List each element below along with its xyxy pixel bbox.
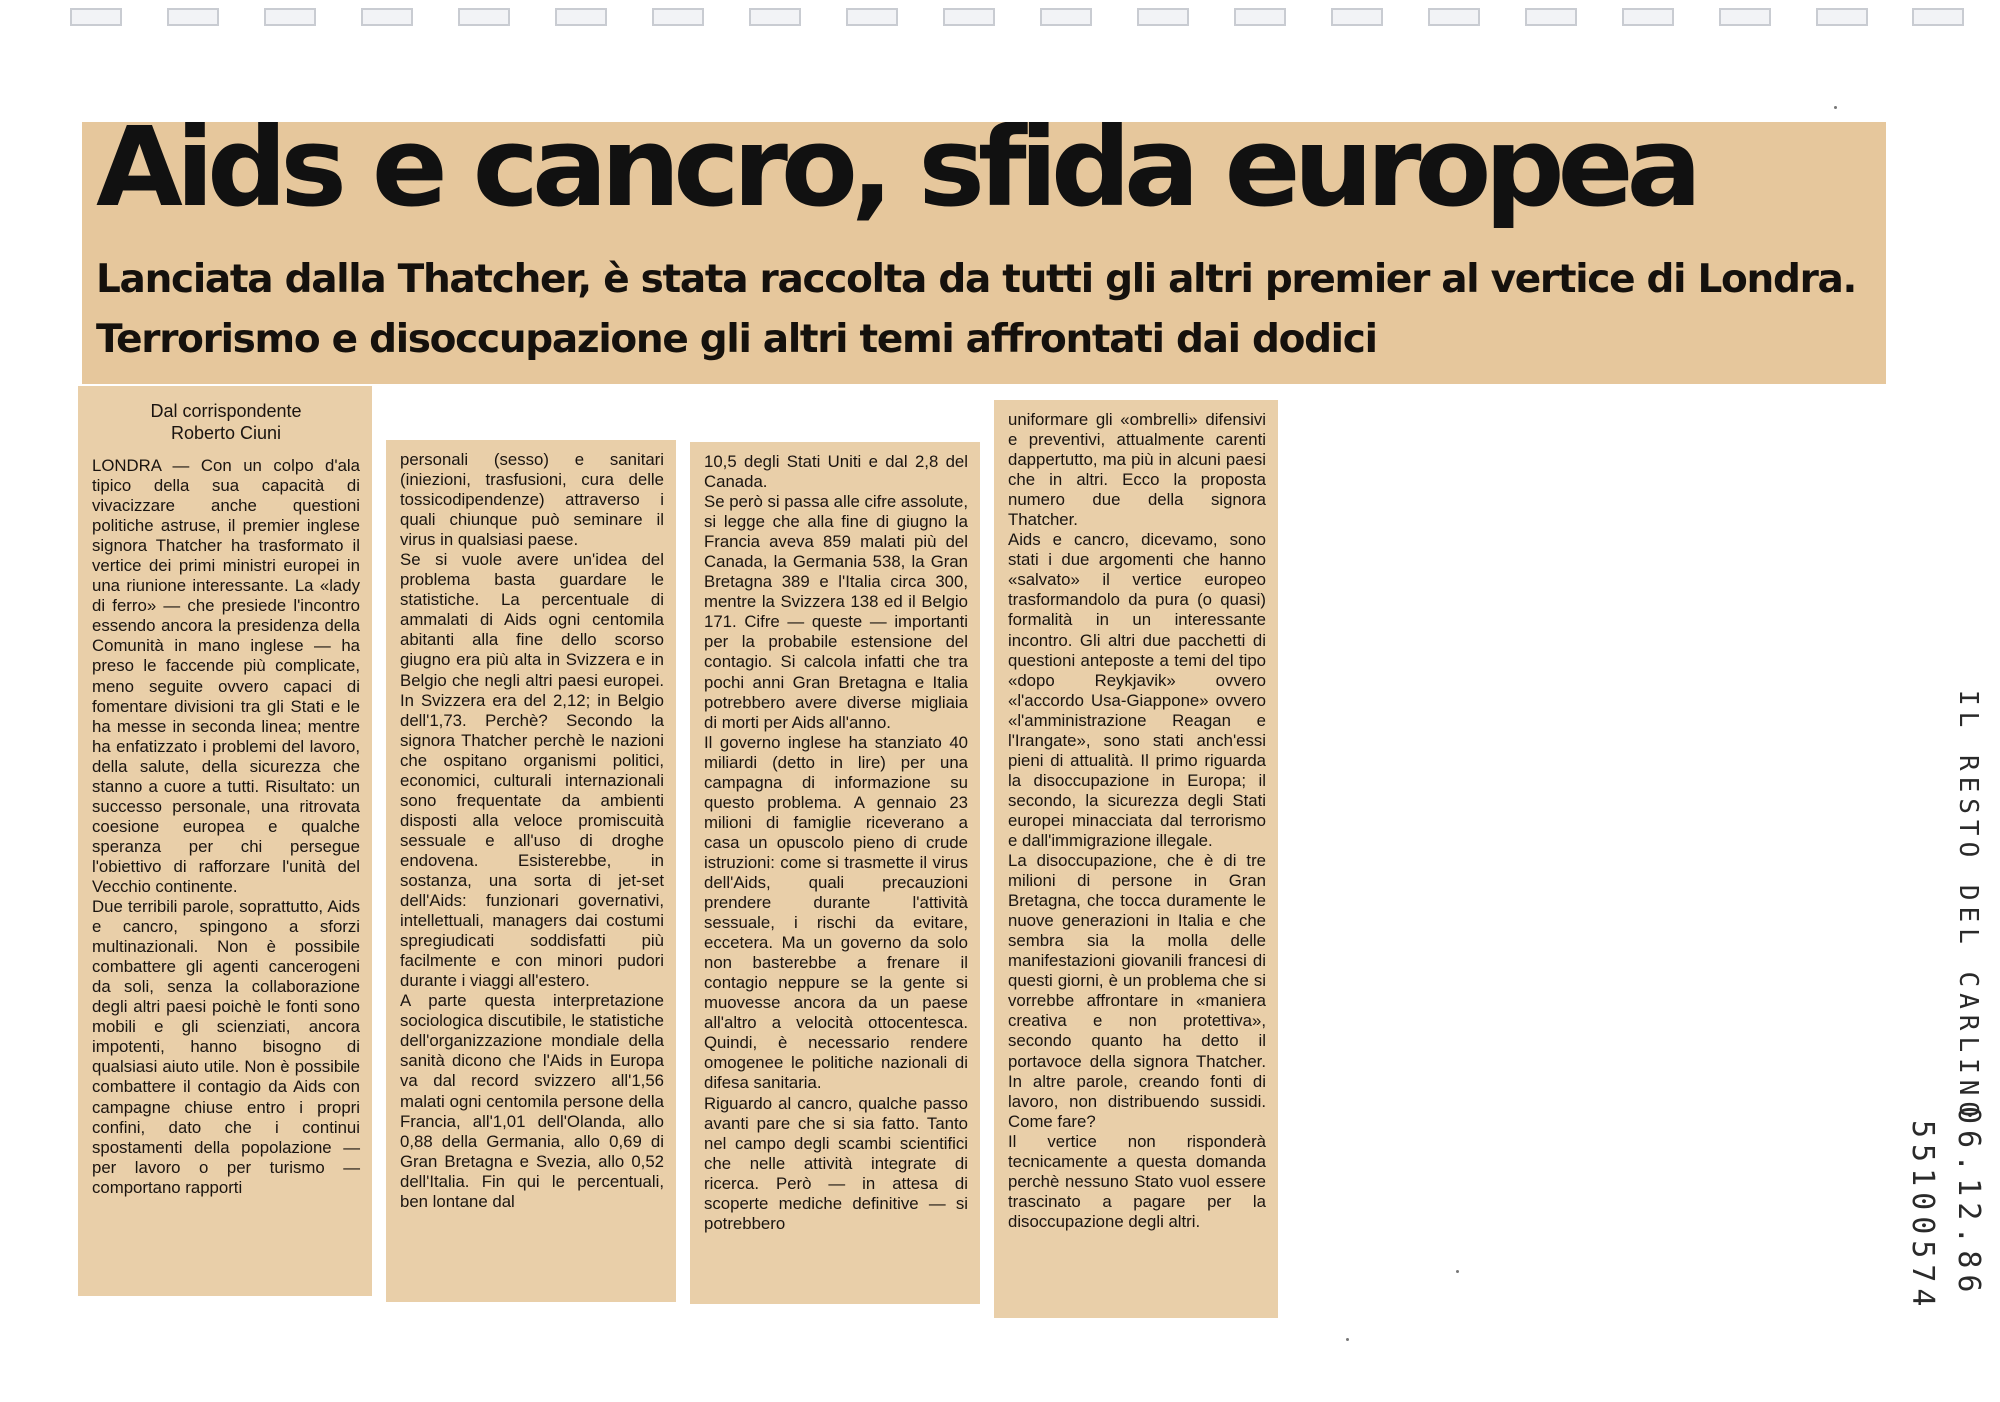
paragraph: La disoccupazione, che è di tre milioni di persone in Gran Bretagna, che tocca duramente le nuove generazioni in Italia e che sembra sia la molla delle manifestazioni giovanili francesi di questi giorni, è un problema che si vorrebbe affrontare in «maniera creativa e non protettiva», secondo quanto ha detto il portavoce della signora Thatcher. In altre parole, creando fonti di lavoro, non distribuendo sussidi. Come fare? [1008, 851, 1266, 1131]
article-column-4 [994, 400, 1278, 1318]
binder-hole [846, 8, 898, 26]
binder-hole [555, 8, 607, 26]
binder-hole [1816, 8, 1868, 26]
speck [1456, 1270, 1459, 1273]
binder-hole [943, 8, 995, 26]
binder-hole [1137, 8, 1189, 26]
binder-hole [652, 8, 704, 26]
speck [1834, 106, 1837, 109]
article-column-3 [690, 442, 980, 1304]
binder-hole [1331, 8, 1383, 26]
paragraph: Il vertice non risponderà tecnicamente a questa domanda perchè nessuno Stato vuol essere trascinato a pagare per la disoccupazione degli altri. [1008, 1131, 1266, 1231]
handwritten-source: IL RESTO DEL CARLINO [1953, 690, 1983, 1124]
binder-hole [1622, 8, 1674, 26]
paragraph: LONDRA — Con un colpo d'ala tipico della sua capacità di vivacizzare anche questioni politiche astruse, il premier inglese signora Thatcher ha trasformato il vertice dei primi ministri europei in una riunione interessante. La «lady di ferro» — che presiede l'incontro essendo ancora la presidenza della Comunità in mano inglese — ha preso le faccende più complicate, meno seguite ovvero capaci di fomentare divisioni tra gli Stati e le ha messe in seconda linea; mentre ha enfatizzato i problemi del lavoro, della salute, della sicurezza che stanno a cuore a tutti. Risultato: un successo personale, una ritrovata coesione europea e qualche speranza per chi persegue l'obiettivo di rafforzare l'unità del Vecchio continente. [92, 456, 360, 896]
binder-hole [361, 8, 413, 26]
binder-hole [264, 8, 316, 26]
binder-hole [1719, 8, 1771, 26]
binder-hole [749, 8, 801, 26]
paragraph: Aids e cancro, dicevamo, sono stati i due argomenti che hanno «salvato» il vertice europeo trasformandolo da pura (o quasi) formalità in un interessante incontro. Gli altri due pacchetti di questioni anteposte a temi del tipo «dopo Reykjavik» ovvero «l'accordo Usa-Giappone» ovvero «l'amministrazione Reagan e l'Irangate», sono stati anch'essi pieni di attualità. Il primo riguarda la disoccupazione in Europa; il secondo, la sicurezza degli Stati europei minacciata dal terrorismo e dall'immigrazione illegale. [1008, 530, 1266, 850]
paragraph: 10,5 degli Stati Uniti e dal 2,8 del Canada. [704, 452, 968, 492]
paragraph: Riguardo al cancro, qualche passo avanti pare che si sia fatto. Tanto nel campo degli scambi scientifici che nelle attività integrate di ricerca. Però — in attesa di scoperte mediche definitive — si potrebbero [704, 1093, 968, 1233]
binder-hole [70, 8, 122, 26]
binder-strip [0, 0, 2000, 42]
binder-hole [458, 8, 510, 26]
paragraph: personali (sesso) e sanitari (iniezioni, trasfusioni, cura delle tossicodipendenze) attraverso i quali chiunque può seminare il virus in qualsiasi paese. [400, 450, 664, 550]
binder-hole [1234, 8, 1286, 26]
binder-hole [1428, 8, 1480, 26]
binder-hole [1040, 8, 1092, 26]
handwritten-date: 06.12.86 [1951, 1106, 1986, 1299]
article-column-2 [386, 440, 676, 1302]
binder-hole [1912, 8, 1964, 26]
headline: Aids e cancro, sfida europea [96, 122, 1696, 231]
headline-clipping [82, 122, 1886, 384]
byline-line: Dal corrispondente [150, 401, 302, 421]
paragraph: Se però si passa alle cifre assolute, si legge che alla fine di giugno la Francia aveva 859 malati più del Canada, la Germania 538, la Gran Bretagna 389 e l'Italia circa 300, mentre la Svizzera 138 ed il Belgio 171. Cifre — queste — importanti per la probabile estensione del contagio. Si calcola infatti che tra pochi anni Gran Bretagna e Italia potrebbero avere diverse migliaia di morti per Aids all'anno. [704, 492, 968, 732]
subheadline: Lanciata dalla Thatcher, è stata raccolta da tutti gli altri premier al vertice di Londra. Terrorismo e disoccupazione gli altri temi affrontati dai dodici [96, 257, 1857, 362]
paragraph: uniformare gli «ombrelli» difensivi e preventivi, attualmente carenti dappertutto, ma più in alcuni paesi che in altri. Ecco la proposta numero due della signora Thatcher. [1008, 410, 1266, 530]
paragraph: A parte questa interpretazione sociologica discutibile, le statistiche dell'organizzazione mondiale della sanità dicono che l'Aids in Europa va dal record svizzero all'1,56 malati ogni centomila persone della Francia, all'1,01 dell'Olanda, allo 0,88 della Germania, allo 0,69 di Gran Bretagna e Svezia, allo 0,52 dell'Italia. Fin qui le percentuali, ben lontane dal [400, 991, 664, 1211]
binder-hole [1525, 8, 1577, 26]
binder-hole [167, 8, 219, 26]
article-column-1 [78, 386, 372, 1296]
paragraph: Se si vuole avere un'idea del problema basta guardare le statistiche. La percentuale di ammalati di Aids ogni centomila abitanti alla fine dello scorso giugno era più alta in Svizzera e in Belgio che negli altri paesi europei. In Svizzera era del 2,12; in Belgio dell'1,73. Perchè? Secondo la signora Thatcher perchè le nazioni che ospitano organismi politici, economici, culturali internazionali sono frequentate da ambienti disposti alla veloce promiscuità sessuale e all'uso di droghe endovena. Esisterebbe, in sostanza, una sorta di jet-set dell'Aids: funzionari governativi, intellettuali, managers dai costumi spregiudicati soddisfatti più facilmente e con minori pudori durante i viaggi all'estero. [400, 550, 664, 991]
speck [1346, 1338, 1349, 1341]
handwritten-code: 55100574 [1905, 1120, 1940, 1313]
byline-author: Roberto Ciuni [170, 423, 282, 443]
paragraph: Due terribili parole, soprattutto, Aids e cancro, spingono a sforzi multinazionali. Non è possibile combattere gli agenti cancerogeni da soli, senza la collaborazione degli altri paesi poichè le fonti sono mobili e gli scienziati, ancora impotenti, hanno bisogno di qualsiasi aiuto utile. Non è possibile combattere il contagio da Aids con campagne chiuse entro i propri confini, dato che i continui spostamenti della popolazione — per lavoro o per turismo — comportano rapporti [92, 897, 360, 1197]
paragraph: Il governo inglese ha stanziato 40 miliardi (detto in lire) per una campagna di informazione su questo problema. A gennaio 23 milioni di famiglie riceverano a casa un opuscolo pieno di crude istruzioni: come si trasmette il virus dell'Aids, quali precauzioni prendere durante l'attività sessuale, i rischi da evitare, eccetera. Ma un governo da solo non basterebbe a frenare il contagio neppure se la gente si muovesse ancora da un paese all'altro a velocità ottocentesca. Quindi, è necessario rendere omogenee le politiche nazionali di difesa sanitaria. [704, 732, 968, 1093]
byline [92, 400, 360, 444]
